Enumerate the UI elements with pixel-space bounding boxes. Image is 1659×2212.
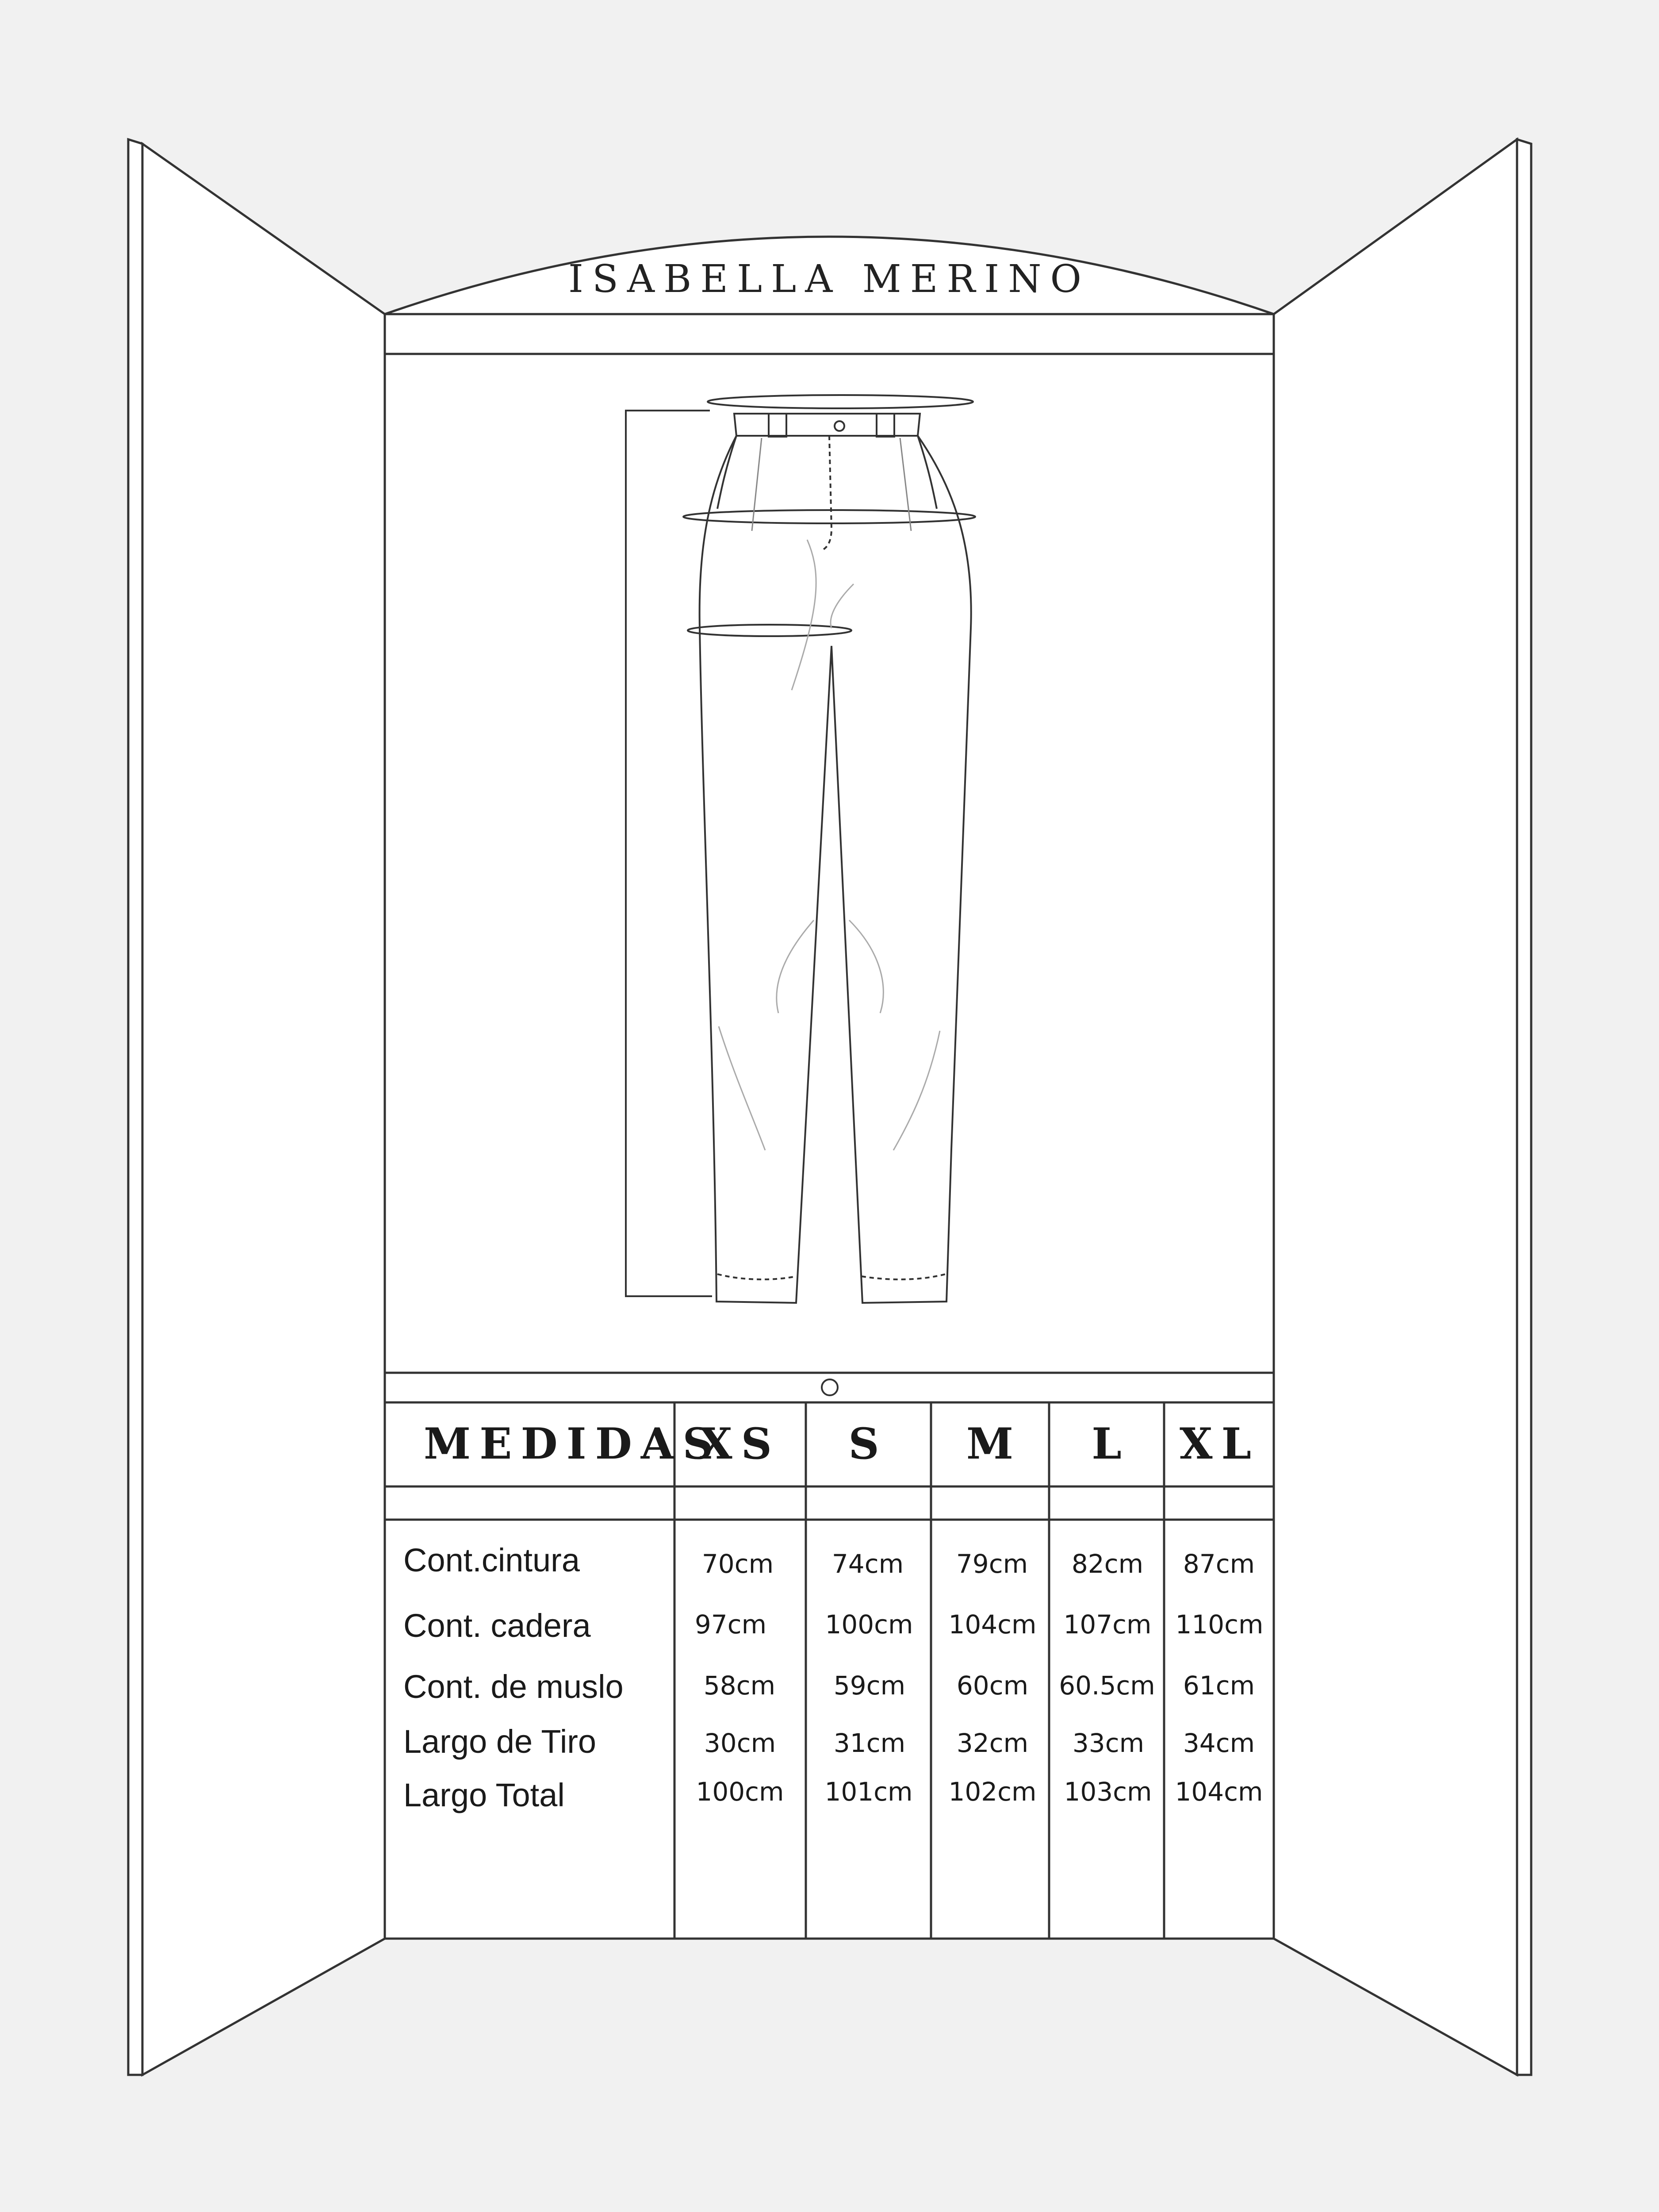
table-cell: 82cm: [1071, 1549, 1144, 1579]
table-cell: 101cm: [824, 1777, 913, 1807]
measures-header: MEDIDAS: [424, 1419, 722, 1469]
table-cell: 102cm: [948, 1777, 1037, 1807]
left-door: [128, 139, 385, 2075]
size-header-l: L: [1092, 1419, 1130, 1469]
size-header-xs: XS: [699, 1419, 781, 1469]
table-cell: 110cm: [1175, 1609, 1264, 1640]
row-label: Cont. cadera: [403, 1607, 591, 1644]
table-cell: 70cm: [701, 1549, 774, 1579]
table-cell: 33cm: [1072, 1728, 1145, 1758]
table-cell: 60.5cm: [1059, 1671, 1155, 1701]
row-label: Cont.cintura: [403, 1542, 580, 1578]
table-cell: 61cm: [1183, 1671, 1255, 1701]
table-cell: 58cm: [703, 1671, 776, 1701]
row-label: Largo de Tiro: [403, 1723, 597, 1760]
table-cell: 59cm: [833, 1671, 906, 1701]
table-cell: 79cm: [956, 1549, 1028, 1579]
row-label: Largo Total: [403, 1777, 565, 1813]
table-cell: 100cm: [825, 1609, 913, 1640]
table-cell: 34cm: [1183, 1728, 1255, 1758]
table-cell: 74cm: [831, 1549, 904, 1579]
row-label: Cont. de muslo: [403, 1668, 624, 1705]
table-cell: 104cm: [948, 1609, 1037, 1640]
size-header-xl: XL: [1180, 1419, 1260, 1469]
table-cell: 97cm: [694, 1609, 767, 1640]
right-door: [1274, 139, 1531, 2075]
table-cell: 104cm: [1175, 1777, 1263, 1807]
brand-name: ISABELLA MERINO: [568, 257, 1090, 301]
table-cell: 32cm: [956, 1728, 1029, 1758]
table-cell: 31cm: [833, 1728, 906, 1758]
table-cell: 30cm: [704, 1728, 776, 1758]
table-cell: 87cm: [1183, 1549, 1255, 1579]
size-header-m: M: [966, 1419, 1023, 1469]
table-cell: 107cm: [1063, 1609, 1152, 1640]
table-cell: 100cm: [696, 1777, 784, 1807]
rod-circle-icon: [822, 1379, 838, 1395]
table-cell: 103cm: [1064, 1777, 1152, 1807]
table-cell: 60cm: [956, 1671, 1029, 1701]
size-header-s: S: [848, 1419, 888, 1469]
